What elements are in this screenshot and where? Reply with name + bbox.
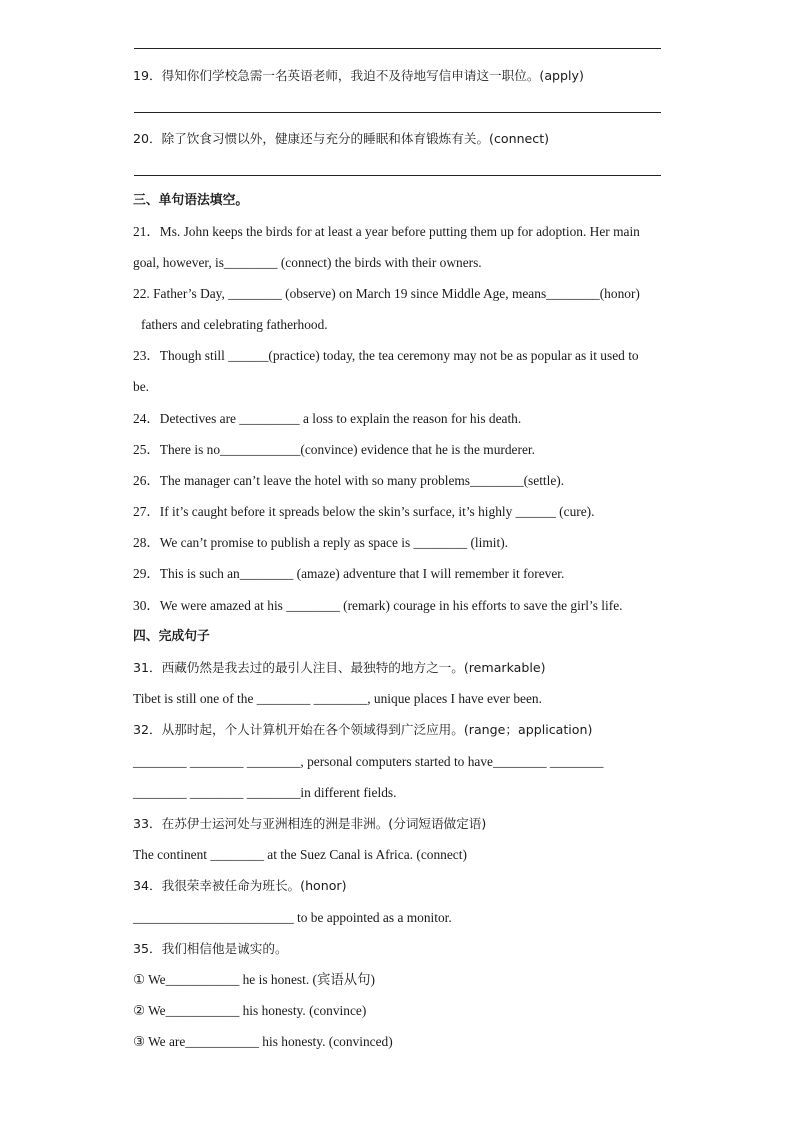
question-29: 29．This is such an________ (amaze) adventure that I will remember it forever.	[133, 566, 565, 581]
answer-line-20	[134, 175, 661, 176]
question-20: 20．除了饮食习惯以外，健康还与充分的睡眠和体育锻炼有关。(connect)	[133, 131, 550, 146]
question-33-english: The continent ________ at the Suez Canal is Africa. (connect)	[133, 847, 467, 862]
answer-line-19	[134, 112, 661, 113]
question-35-part2: ② We___________ his honesty. (convince)	[133, 1003, 367, 1018]
question-23-line2: be.	[133, 379, 149, 394]
section-heading-grammar: 三、单句语法填空。	[133, 193, 249, 208]
question-23-line1: 23．Though still ______(practice) today, the tea ceremony may not be as popular as it used to	[133, 348, 639, 363]
question-34-chinese: 34．我很荣幸被任命为班长。(honor)	[133, 878, 347, 893]
question-25: 25．There is no____________(convince) evidence that he is the murderer.	[133, 442, 535, 457]
question-24: 24．Detectives are _________ a loss to explain the reason for his death.	[133, 411, 522, 426]
question-27: 27．If it’s caught before it spreads below the skin’s surface, it’s highly ______ (cure).	[133, 504, 595, 519]
question-32-english-line2: ________ ________ ________in different fields.	[133, 785, 397, 800]
question-22-line2: fathers and celebrating fatherhood.	[141, 317, 328, 332]
question-21-line1: 21．Ms. John keeps the birds for at least a year before putting them up for adoption. Her main	[133, 224, 640, 239]
question-31-chinese: 31．西藏仍然是我去过的最引人注目、最独特的地方之一。(remarkable)	[133, 660, 546, 675]
question-34-english: ________________________ to be appointed as a monitor.	[133, 910, 452, 925]
question-26: 26．The manager can’t leave the hotel with so many problems________(settle).	[133, 473, 565, 488]
section-heading-complete-sentences: 四、完成句子	[133, 629, 210, 644]
question-35-chinese: 35．我们相信他是诚实的。	[133, 941, 288, 956]
question-28: 28．We can’t promise to publish a reply as space is ________ (limit).	[133, 535, 509, 550]
question-33-chinese: 33．在苏伊士运河处与亚洲相连的洲是非洲。(分词短语做定语)	[133, 816, 487, 831]
question-32-chinese: 32．从那时起，个人计算机开始在各个领域得到广泛应用。(range；application)	[133, 722, 593, 737]
question-32-english-line1: ________ ________ ________, personal computers started to have________ ________	[133, 754, 604, 769]
answer-line-18	[134, 48, 661, 49]
question-35-part1: ① We___________ he is honest. (宾语从句)	[133, 972, 376, 987]
question-19: 19．得知你们学校急需一名英语老师，我迫不及待地写信申请这一职位。(apply)	[133, 68, 584, 83]
question-31-english: Tibet is still one of the ________ ________, unique places I have ever been.	[133, 691, 542, 706]
question-21-line2: goal, however, is________ (connect) the birds with their owners.	[133, 255, 482, 270]
question-22-line1: 22. Father’s Day, ________ (observe) on March 19 since Middle Age, means________(honor)	[133, 286, 640, 301]
question-30: 30．We were amazed at his ________ (remark) courage in his efforts to save the girl’s life.	[133, 598, 623, 613]
question-35-part3: ③ We are___________ his honesty. (convinced)	[133, 1034, 393, 1049]
